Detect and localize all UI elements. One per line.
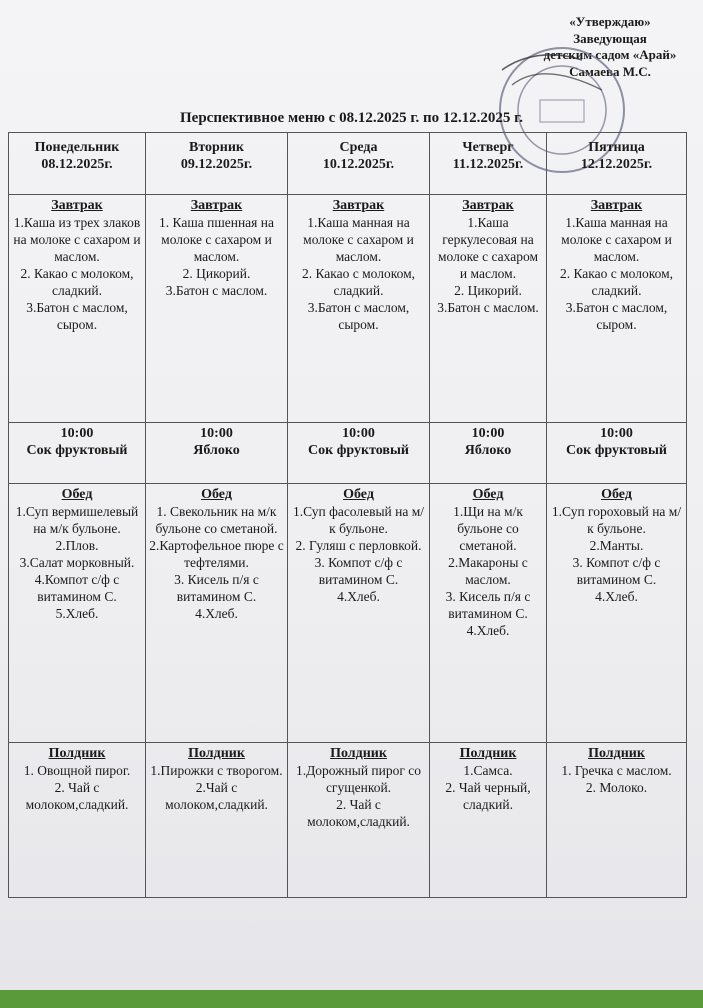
menu-item: 3.Батон с маслом, сыром. bbox=[307, 300, 410, 332]
breakfast-label: Завтрак bbox=[190, 198, 243, 213]
menu-item: 2. Цикорий. bbox=[454, 283, 522, 298]
snack-name: Яблоко bbox=[464, 443, 512, 458]
menu-item: 4.Хлеб. bbox=[337, 589, 380, 604]
lunch-label: Обед bbox=[343, 487, 374, 502]
menu-item: 1. Овощной пирог. bbox=[23, 763, 131, 778]
snack-row bbox=[9, 423, 687, 484]
menu-item: 3.Батон с маслом, сыром. bbox=[565, 300, 668, 332]
poldnik-label: Полдник bbox=[459, 746, 517, 761]
approval-line-1: «Утверждаю» bbox=[569, 14, 651, 29]
poldnik-cell bbox=[547, 743, 687, 898]
menu-item: 2. Молоко. bbox=[585, 780, 648, 795]
lunch-label: Обед bbox=[201, 487, 232, 502]
approval-block bbox=[520, 14, 700, 80]
menu-item: 1. Гречка с маслом. bbox=[561, 763, 672, 778]
menu-item: 1.Каша геркулесовая на молоке с сахаром и маслом. bbox=[437, 215, 539, 281]
day-header bbox=[146, 133, 288, 195]
day-name: Понедельник bbox=[34, 140, 120, 155]
menu-item: 1.Суп фасолевый на м/к бульоне. bbox=[292, 504, 425, 536]
day-name: Вторник bbox=[188, 140, 244, 155]
day-header bbox=[547, 133, 687, 195]
poldnik-label: Полдник bbox=[48, 746, 106, 761]
day-date: 08.12.2025г. bbox=[41, 157, 113, 172]
poldnik-label: Полдник bbox=[588, 746, 645, 761]
breakfast-label: Завтрак bbox=[51, 198, 103, 213]
snack-cell bbox=[288, 423, 430, 484]
day-header bbox=[288, 133, 430, 195]
menu-item: 2. Чай черный, сладкий. bbox=[445, 780, 531, 812]
poldnik-row bbox=[9, 743, 687, 898]
menu-item: 3.Салат морковный. bbox=[19, 555, 135, 570]
menu-item: 2. Гуляш с перловкой. bbox=[295, 538, 422, 553]
menu-item: 3. Кисель п/я с витамином С. bbox=[445, 589, 531, 621]
snack-time: 10:00 bbox=[200, 426, 233, 441]
menu-item: 4.Хлеб. bbox=[466, 623, 510, 638]
day-header bbox=[9, 133, 146, 195]
lunch-row bbox=[9, 484, 687, 743]
menu-item: 2.Чай с молоком,сладкий. bbox=[165, 780, 268, 812]
menu-item: 2. Какао с молоком, сладкий. bbox=[20, 266, 134, 298]
page-title: Перспективное меню с 08.12.2025 г. по 12.12.2025 г. bbox=[180, 110, 523, 126]
snack-time: 10:00 bbox=[471, 426, 505, 441]
snack-cell bbox=[9, 423, 146, 484]
breakfast-label: Завтрак bbox=[332, 198, 385, 213]
snack-cell bbox=[146, 423, 288, 484]
breakfast-cell bbox=[146, 195, 288, 423]
breakfast-cell bbox=[288, 195, 430, 423]
snack-name: Яблоко bbox=[193, 443, 240, 458]
snack-cell bbox=[547, 423, 687, 484]
day-name: Среда bbox=[339, 140, 378, 155]
menu-item: 3. Компот с/ф с витамином С. bbox=[572, 555, 661, 587]
breakfast-label: Завтрак bbox=[462, 198, 514, 213]
lunch-cell bbox=[430, 484, 547, 743]
breakfast-cell bbox=[9, 195, 146, 423]
menu-item: 3.Батон с маслом. bbox=[165, 283, 268, 298]
breakfast-cell bbox=[547, 195, 687, 423]
menu-item: 1.Пирожки с творогом. bbox=[150, 763, 283, 778]
day-name: Четверг bbox=[462, 140, 514, 155]
lunch-label: Обед bbox=[61, 487, 93, 502]
snack-name: Сок фруктовый bbox=[566, 443, 667, 458]
menu-item: 2. Какао с молоком, сладкий. bbox=[559, 266, 674, 298]
breakfast-row bbox=[9, 195, 687, 423]
lunch-cell bbox=[146, 484, 288, 743]
menu-item: 4.Хлеб. bbox=[195, 606, 238, 621]
day-date: 11.12.2025г. bbox=[452, 157, 524, 172]
breakfast-cell bbox=[430, 195, 547, 423]
menu-item: 3. Кисель п/я с витамином С. bbox=[174, 572, 259, 604]
menu-item: 2.Картофельное пюре с тефтелями. bbox=[149, 538, 284, 570]
poldnik-label: Полдник bbox=[330, 746, 387, 761]
snack-name: Сок фруктовый bbox=[26, 443, 128, 458]
menu-item: 2.Плов. bbox=[55, 538, 99, 553]
day-header-row bbox=[9, 133, 687, 195]
menu-item: 2. Цикорий. bbox=[182, 266, 251, 281]
day-date: 09.12.2025г. bbox=[180, 157, 253, 172]
poldnik-cell bbox=[9, 743, 146, 898]
poldnik-cell bbox=[288, 743, 430, 898]
menu-item: 2.Манты. bbox=[589, 538, 644, 553]
day-date: 12.12.2025г. bbox=[580, 157, 653, 172]
snack-time: 10:00 bbox=[342, 426, 375, 441]
approval-line-4: Самаева М.С. bbox=[569, 63, 651, 79]
poldnik-label: Полдник bbox=[188, 746, 245, 761]
menu-item: 3.Батон с маслом, сыром. bbox=[26, 300, 128, 332]
menu-item: 2. Чай с молоком,сладкий. bbox=[25, 780, 129, 812]
menu-item: 3.Батон с маслом. bbox=[437, 300, 539, 315]
snack-name: Сок фруктовый bbox=[308, 443, 409, 458]
poldnik-cell bbox=[430, 743, 547, 898]
menu-item: 4.Компот с/ф с витамином С. bbox=[34, 572, 120, 604]
menu-item: 1. Каша пшенная на молоке с сахаром и маслом. bbox=[159, 215, 274, 264]
poldnik-cell bbox=[146, 743, 288, 898]
lunch-cell bbox=[547, 484, 687, 743]
menu-item: 1.Дорожный пирог со сгущенкой. bbox=[295, 763, 422, 795]
menu-item: 2. Какао с молоком, сладкий. bbox=[301, 266, 416, 298]
approval-line-3: детским садом «Арай» bbox=[543, 47, 677, 62]
day-header bbox=[430, 133, 547, 195]
breakfast-label: Завтрак bbox=[590, 198, 643, 213]
snack-time: 10:00 bbox=[600, 426, 633, 441]
lunch-cell bbox=[9, 484, 146, 743]
menu-item: 4.Хлеб. bbox=[595, 589, 638, 604]
snack-time: 10:00 bbox=[60, 426, 94, 441]
menu-item: 3. Компот с/ф с витамином С. bbox=[314, 555, 403, 587]
approval-line-2: Заведующая bbox=[573, 30, 647, 46]
lunch-label: Обед bbox=[601, 487, 632, 502]
menu-item: 1.Самса. bbox=[463, 763, 513, 778]
menu-item: 1.Каша манная на молоке с сахаром и маслом. bbox=[561, 215, 672, 264]
day-name: Пятница bbox=[588, 140, 645, 155]
lunch-cell bbox=[288, 484, 430, 743]
snack-cell bbox=[430, 423, 547, 484]
lunch-label: Обед bbox=[472, 487, 504, 502]
menu-item: 1.Каша манная на молоке с сахаром и маслом. bbox=[303, 215, 414, 264]
menu-item: 1.Каша из трех злаков на молоке с сахаром и маслом. bbox=[13, 215, 141, 264]
day-date: 10.12.2025г. bbox=[322, 157, 395, 172]
menu-item: 1.Щи на м/к бульоне со сметаной. bbox=[453, 504, 523, 553]
menu-item: 2.Макароны с маслом. bbox=[448, 555, 528, 587]
menu-item: 2. Чай с молоком,сладкий. bbox=[307, 797, 410, 829]
menu-item: 1. Свекольник на м/к бульоне со сметаной. bbox=[155, 504, 278, 536]
menu-table bbox=[8, 132, 687, 898]
menu-item: 1.Суп гороховый на м/к бульоне. bbox=[551, 504, 682, 536]
menu-item: 5.Хлеб. bbox=[55, 606, 99, 621]
menu-item: 1.Суп вермишелевый на м/к бульоне. bbox=[15, 504, 139, 536]
